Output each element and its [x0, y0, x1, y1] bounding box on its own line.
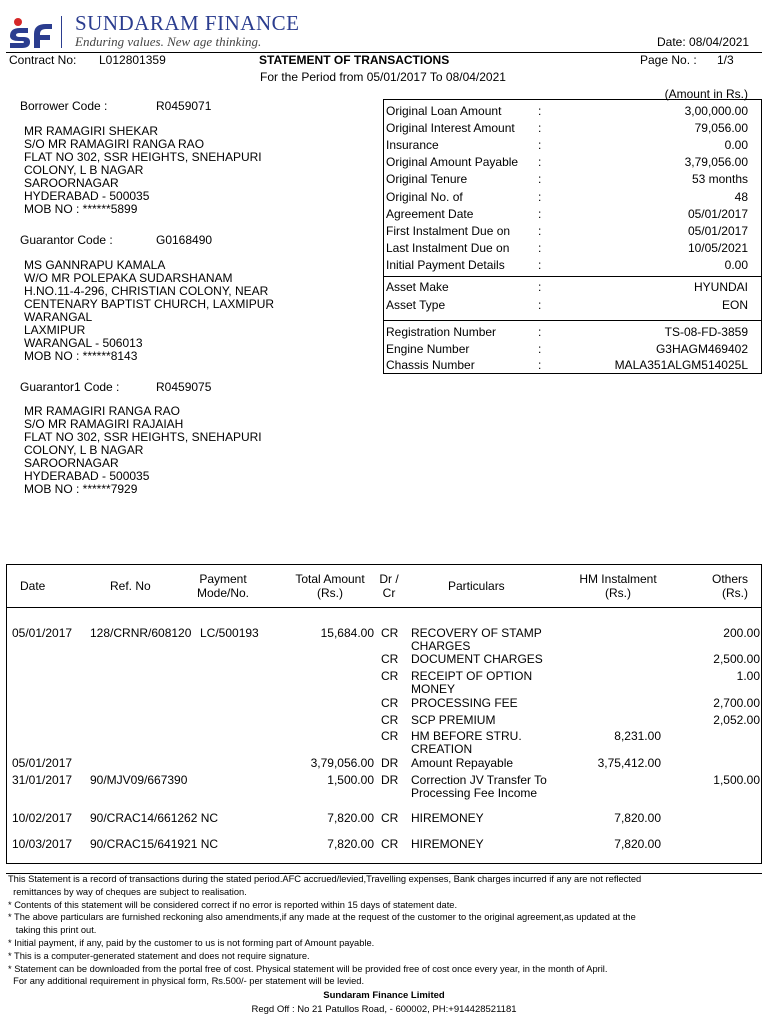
borrower-address: MR RAMAGIRI SHEKAR S/O MR RAMAGIRI RANGA RAO FLAT NO 302, SSR HEIGHTS, SNEHAPURI COLONY, L B NAGAR SAROORNAGAR HYDERABAD - 500035 MOB NO : ******5899 — [24, 124, 262, 216]
statement-title: STATEMENT OF TRANSACTIONS — [259, 53, 450, 67]
cell-drcr: DR — [381, 756, 399, 770]
cell-date: 10/03/2017 — [12, 837, 73, 851]
page-number: 1/3 — [717, 53, 734, 67]
table-header-rule — [6, 607, 762, 608]
statement-period: For the Period from 05/01/2017 To 08/04/2021 — [260, 70, 506, 84]
summary-colon: : — [538, 280, 542, 294]
summary-label: Original Amount Payable — [386, 155, 519, 170]
borrower-code-label: Borrower Code : — [20, 99, 108, 113]
summary-colon: : — [538, 358, 542, 373]
summary-value: EON — [721, 298, 748, 312]
summary-value: TS-08-FD-3859 — [664, 325, 748, 339]
cell-particulars: Amount Repayable — [411, 756, 514, 770]
summary-colon: : — [538, 206, 542, 221]
summary-value: MALA351ALGM514025L — [614, 358, 748, 373]
cell-date: 31/01/2017 — [12, 773, 73, 787]
cell-drcr: CR — [381, 837, 399, 851]
cell-hm-instalment: 8,231.00 — [614, 729, 661, 743]
summary-colon: : — [538, 189, 542, 204]
cell-total: 1,500.00 — [327, 773, 374, 787]
col-ref-header: Ref. No — [110, 579, 151, 593]
summary-colon: : — [538, 121, 542, 136]
cell-others: 2,700.00 — [713, 696, 760, 710]
summary-label: Last Instalment Due on — [386, 240, 510, 255]
guarantor-address: MS GANNRAPU KAMALA W/O MR POLEPAKA SUDARSHANAM H.NO.11-4-296, CHRISTIAN COLONY, NEAR CENTENARY BAPTIST CHURCH, LAXMIPUR WARANGAL LAXMIPUR WARANGAL - 506013 MOB NO : ******8143 — [24, 258, 275, 363]
cell-others: 200.00 — [723, 626, 760, 640]
cell-drcr: CR — [381, 669, 399, 683]
summary-value: 3,79,056.00 — [684, 155, 748, 170]
summary-divider-vehicle — [383, 320, 762, 321]
footer-note: For any additional requirement in physical form, Rs.500/- per statement will be levied. — [8, 976, 365, 987]
cell-ref: 90/CRAC15/641921 NC — [90, 837, 219, 851]
summary-colon: : — [538, 298, 542, 312]
cell-others: 2,500.00 — [713, 652, 760, 666]
cell-date: 10/02/2017 — [12, 811, 73, 825]
guarantor1-code-label: Guarantor1 Code : — [20, 380, 120, 394]
summary-label: Insurance — [386, 138, 439, 153]
footer-note: * Statement can be downloaded from the portal free of cost. Physical statement will be provided free of cost once every year, in the month of April. — [8, 963, 608, 974]
summary-label: Engine Number — [386, 341, 470, 356]
brand-name: SUNDARAM FINANCE — [75, 11, 300, 35]
cell-date: 05/01/2017 — [12, 756, 73, 770]
footer-note: taking this print out. — [8, 925, 97, 936]
summary-value: 05/01/2017 — [687, 223, 748, 238]
summary-colon: : — [538, 223, 542, 238]
col-drcr-header: Dr / Cr — [379, 572, 399, 600]
col-hm-header: HM Instalment (Rs.) — [579, 572, 657, 600]
cell-particulars: HIREMONEY — [411, 811, 484, 825]
footer-note: This Statement is a record of transactions during the stated period.AFC accrued/levied,Travelling expenses, Bank charges incurred if any are not reflected — [8, 874, 642, 884]
guarantor1-code: R0459075 — [156, 380, 212, 394]
summary-label: Original Tenure — [386, 172, 468, 187]
brand-tagline: Enduring values. New age thinking. — [75, 34, 262, 49]
cell-others: 2,052.00 — [713, 713, 760, 727]
cell-particulars: SCP PREMIUM — [411, 713, 496, 727]
cell-drcr: CR — [381, 729, 399, 743]
col-others-header: Others (Rs.) — [711, 572, 748, 600]
col-total-header: Total Amount (Rs.) — [295, 572, 365, 600]
cell-drcr: CR — [381, 626, 399, 640]
cell-particulars: RECEIPT OF OPTION MONEY — [411, 669, 533, 696]
summary-label: First Instalment Due on — [386, 223, 511, 238]
summary-value: 53 months — [691, 172, 748, 187]
cell-drcr: CR — [381, 713, 399, 727]
cell-ref: 128/CRNR/608120 — [90, 626, 192, 640]
cell-total: 7,820.00 — [327, 811, 374, 825]
cell-drcr: CR — [381, 652, 399, 666]
summary-label: Agreement Date — [386, 206, 474, 221]
amount-unit-note: (Amount in Rs.) — [664, 87, 748, 101]
summary-label: Original No. of — [386, 189, 463, 204]
cell-hm-instalment: 3,75,412.00 — [597, 756, 661, 770]
contract-label: Contract No: — [9, 53, 77, 67]
summary-colon: : — [538, 325, 542, 339]
cell-total: 3,79,056.00 — [310, 756, 374, 770]
cell-ref: 90/MJV09/667390 — [90, 773, 188, 787]
summary-divider-asset — [383, 276, 762, 277]
cell-date: 05/01/2017 — [12, 626, 73, 640]
borrower-code: R0459071 — [156, 99, 212, 113]
summary-value: HYUNDAI — [693, 280, 748, 294]
cell-others: 1,500.00 — [713, 773, 760, 787]
summary-label: Asset Make — [386, 280, 449, 294]
cell-total: 15,684.00 — [320, 626, 374, 640]
summary-label: Original Loan Amount — [386, 104, 502, 118]
cell-particulars: HM BEFORE STRU. CREATION — [411, 729, 522, 756]
summary-value: 0.00 — [724, 257, 748, 272]
summary-colon: : — [538, 341, 542, 356]
summary-colon: : — [538, 240, 542, 255]
footer-note: * Initial payment, if any, paid by the customer to us is not forming part of Amount payable. — [8, 938, 375, 948]
cell-hm-instalment: 7,820.00 — [614, 837, 661, 851]
cell-others: 1.00 — [736, 669, 760, 683]
footer-note: * This is a computer-generated statement and does not require signature. — [8, 950, 310, 961]
guarantor1-address: MR RAMAGIRI RANGA RAO S/O MR RAMAGIRI RAJAIAH FLAT NO 302, SSR HEIGHTS, SNEHAPURI COLONY, L B NAGAR SAROORNAGAR HYDERABAD - 500035 MOB NO : ******7929 — [24, 404, 262, 496]
summary-value: 0.00 — [724, 138, 748, 153]
col-particulars-header: Particulars — [448, 579, 505, 593]
cell-particulars: RECOVERY OF STAMP CHARGES — [411, 626, 542, 653]
summary-label: Asset Type — [386, 298, 446, 312]
summary-label: Original Interest Amount — [386, 121, 515, 136]
summary-label: Chassis Number — [386, 358, 475, 373]
summary-colon: : — [538, 257, 542, 272]
cell-total: 7,820.00 — [327, 837, 374, 851]
summary-colon: : — [538, 155, 542, 170]
summary-value: 10/05/2021 — [687, 240, 748, 255]
summary-value: G3HAGM469402 — [655, 341, 748, 356]
footer-note: * Contents of this statement will be considered correct if no error is reported within 15 days of statement date. — [8, 899, 458, 910]
cell-drcr: DR — [381, 773, 399, 787]
guarantor-code-label: Guarantor Code : — [20, 233, 113, 247]
sundaram-finance-logo-icon — [6, 14, 64, 50]
col-date-header: Date — [20, 579, 46, 593]
cell-drcr: CR — [381, 696, 399, 710]
footer-note: * The above particulars are furnished reckoning also amendments,if any made at the request of the customer to the original agreement,as updated at the — [8, 912, 636, 923]
footer-note: remittances by way of cheques are subject to realisation. — [8, 886, 247, 897]
summary-label: Initial Payment Details — [386, 257, 505, 272]
cell-hm-instalment: 7,820.00 — [614, 811, 661, 825]
col-mode-header: Payment Mode/No. — [196, 572, 250, 600]
cell-ref: 90/CRAC14/661262 NC — [90, 811, 219, 825]
date-label: Date: — [657, 35, 686, 49]
date-value: 08/04/2021 — [689, 35, 750, 49]
summary-colon: : — [538, 172, 542, 187]
cell-drcr: CR — [381, 811, 399, 825]
summary-value: 3,00,000.00 — [684, 104, 748, 118]
summary-label: Registration Number — [386, 325, 497, 339]
summary-value: 79,056.00 — [694, 121, 748, 136]
cell-particulars: HIREMONEY — [411, 837, 484, 851]
registered-office: Regd Off : No 21 Patullos Road, - 600002, PH:+914428521181 — [251, 1004, 517, 1015]
statement-date — [657, 35, 749, 49]
summary-value: 48 — [734, 189, 748, 204]
contract-number: L012801359 — [99, 53, 166, 67]
cell-particulars: Correction JV Transfer To Processing Fee Income — [411, 773, 547, 800]
summary-value: 05/01/2017 — [687, 206, 748, 221]
cell-mode: LC/500193 — [200, 626, 259, 640]
guarantor-code: G0168490 — [156, 233, 213, 247]
company-name: Sundaram Finance Limited — [323, 990, 445, 1001]
page-label: Page No. : — [640, 53, 697, 67]
summary-colon: : — [538, 104, 542, 118]
cell-particulars: PROCESSING FEE — [411, 696, 518, 710]
logo-divider — [61, 16, 62, 48]
cell-particulars: DOCUMENT CHARGES — [411, 652, 543, 666]
summary-colon: : — [538, 138, 542, 153]
